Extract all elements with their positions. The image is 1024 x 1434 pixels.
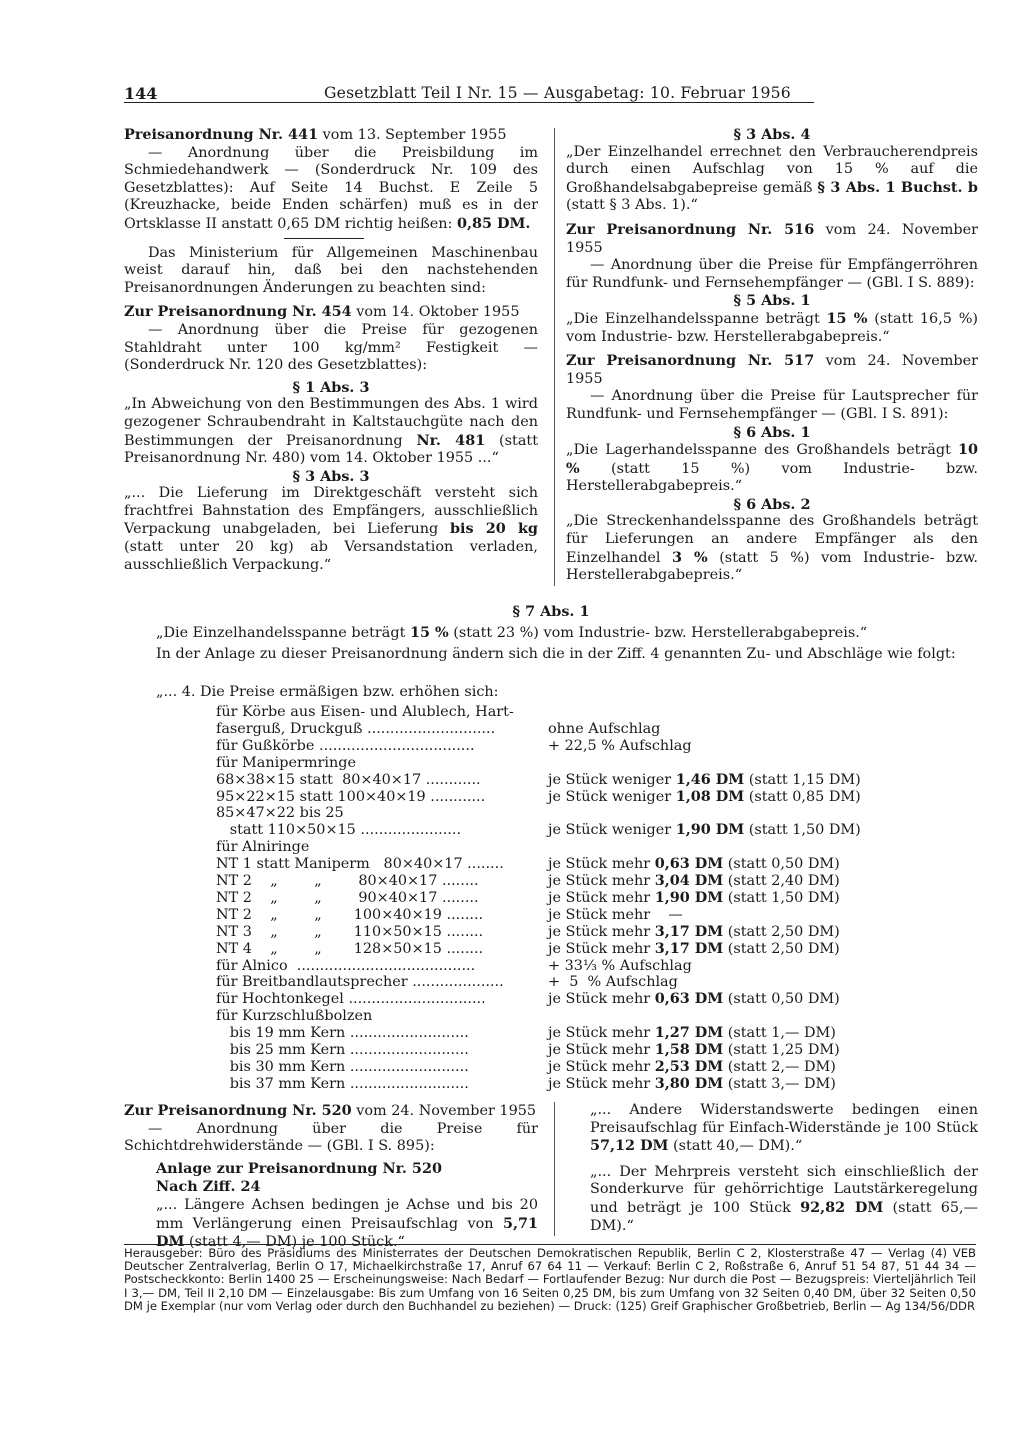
table-row-label: für Kurzschlußbolzen (216, 1008, 373, 1025)
table-row-previous: (statt 1,25 DM) (723, 1042, 840, 1058)
table-row-label: 95×22×15 statt 100×40×19 ............ (216, 788, 486, 805)
section-3-abs-4-text-b: § 3 Abs. 1 Buchst. b (817, 178, 978, 196)
left-column-top (124, 126, 538, 574)
table-row-label: bis 37 mm Kern .......................... (216, 1075, 469, 1092)
table-row-previous: (statt 0,50 DM) (723, 856, 840, 873)
section-6-abs-1-title: § 6 Abs. 1 (733, 423, 811, 441)
table-row-value-text: + 5 % Aufschlag (548, 974, 678, 991)
table-row-label: bis 30 mm Kern .......................... (216, 1058, 469, 1075)
table-row-label: für Alniringe (216, 839, 310, 856)
table-row-previous: (statt 3,— DM) (723, 1075, 836, 1092)
table-row-label: 85×47×22 bis 25 (216, 805, 344, 822)
table-row-previous: (statt 1,50 DM) (723, 889, 840, 906)
table-row-value-text: + 33⅓ % Aufschlag (548, 957, 692, 974)
table-row-value-text: je Stück weniger (548, 771, 676, 788)
ministry-note: Das Ministerium für Allgemeinen Maschinenbau weist darauf hin, daß bei den nachstehenden Preisanordnungen Änderungen zu beachten sind: (124, 244, 538, 296)
table-row-value-text: je Stück mehr (548, 923, 655, 940)
section-3-abs-4-text-a: „Der Einzelhandel errechnet den Verbraucherendpreis durch einen Aufschlag von 15 % auf die Großhandelsabgabepreise gemäß (566, 143, 978, 196)
table-row-amount: 1,90 DM (675, 821, 745, 839)
left-column-bottom (124, 1102, 538, 1252)
ordinance-517-date: vom 24. November 1955 (566, 353, 978, 387)
resistor-text-a: „... Andere Widerstandswerte bedingen einen Preisaufschlag für Einfach-Widerstände je 100 Stück (590, 1102, 978, 1136)
section-7-text-b: 15 % (409, 624, 449, 641)
table-row-label: für Hochtonkegel .............................. (216, 991, 486, 1008)
annex-text-a: „... Längere Achsen bedingen je Achse und bis 20 mm Verlängerung einen Preisaufschlag von (156, 1196, 538, 1232)
section-6-abs-1-text-b: 10 % (566, 441, 979, 477)
table-row-value-text: je Stück mehr (548, 873, 655, 889)
ordinance-441-date: vom 13. September 1955 (318, 127, 507, 143)
section-7-text-c: (statt 23 %) vom Industrie- bzw. Herstellerabgabepreis.“ (448, 625, 868, 641)
table-row-amount: 1,08 DM (675, 787, 745, 805)
section-6-abs-2-text-a: „Die Streckenhandelsspanne des Großhandels beträgt für Lieferungen an andere Empfänger als den Einzelhandel (566, 513, 978, 566)
annex-title: Anlage zur Preisanordnung Nr. 520 (156, 1159, 442, 1177)
appendix-intro: In der Anlage zu dieser Preisanordnung ändern sich die in der Ziff. 4 genannten Zu- und Abschläge wie folgt: (156, 646, 956, 662)
surcharge-text-a: „... Der Mehrpreis versteht sich einschließlich der Sonderkurve für gehörrichtige Lautstärkeregelung und beträgt je 100 Stück (590, 1163, 978, 1216)
section-1-text-a: „In Abweichung von den Bestimmungen des Abs. 1 wird gezogener Schraubendraht in Kaltstauchgüte nach den Bestimmungen der Preisanordnung (124, 396, 538, 449)
table-row-value (548, 1076, 836, 1093)
table-row-label: NT 4 „ „ 128×50×15 ........ (216, 940, 484, 957)
table-row-value (548, 822, 861, 839)
table-row-value (548, 789, 861, 806)
table-row-label: faserguß, Druckguß ............................ (216, 720, 496, 737)
table-row-value-text: je Stück mehr (548, 1075, 655, 1092)
annex-text-c: (statt 4,— DM) je 100 Stück.“ (184, 1234, 405, 1251)
table-row-value-text: + 22,5 % Aufschlag (548, 737, 692, 754)
surcharge-text-c: (statt 65,— DM).“ (590, 1199, 979, 1234)
ordinance-516-body: — Anordnung über die Preise für Empfängerröhren für Rundfunk- und Fernsehempfänger — (GBl. I S. 889): (566, 257, 978, 291)
ordinance-454-body: — Anordnung über die Preise für gezogenen Stahldraht unter 100 kg/mm² Festigkeit — (Sonderdruck Nr. 120 des Gesetzblattes): (124, 321, 538, 374)
column-divider-bottom (554, 1102, 555, 1236)
section-5-text-b: 15 % (826, 309, 868, 327)
table-row-label: bis 25 mm Kern .......................... (216, 1042, 469, 1058)
table-row-amount: 1,27 DM (654, 1024, 724, 1042)
table-row-value-text: je Stück mehr — (548, 906, 683, 923)
ordinance-520-date: vom 24. November 1955 (351, 1103, 537, 1119)
ordinance-441-body: — Anordnung über die Preisbildung im Schmiedehandwerk — (Sonderdruck Nr. 109 des Gesetzblattes): Auf Seite 14 Buchst. E Zeile 5 (Kreuzhacke, beide Enden schärfen) muß es in der Ortsklasse II anstatt 0,65 DM richtig heißen: (124, 144, 538, 232)
table-row-label: für Gußkörbe .................................. (216, 737, 475, 754)
table-row-value-text: je Stück mehr (548, 889, 655, 906)
table-row-amount: 3,17 DM (654, 939, 724, 957)
section-3-abs-3-title: § 3 Abs. 3 (292, 467, 370, 485)
table-row-previous: (statt 2,40 DM) (723, 873, 840, 889)
table-row-label: bis 19 mm Kern .......................... (216, 1025, 469, 1042)
table-row-amount: 2,53 DM (654, 1057, 724, 1075)
table-row-previous: (statt 0,85 DM) (744, 788, 861, 805)
table-row-amount: 3,80 DM (654, 1074, 724, 1092)
page-header-title: Gesetzblatt Teil I Nr. 15 — Ausgabetag: 10. Februar 1956 (324, 84, 791, 102)
resistor-text-c: (statt 40,— DM).“ (668, 1138, 803, 1155)
section-6-abs-1-text-a: „Die Lagerhandelsspanne des Großhandels beträgt (566, 442, 951, 459)
table-row-amount: 1,90 DM (654, 888, 724, 906)
section-1-abs-3-title: § 1 Abs. 3 (292, 378, 370, 396)
section-3-text-c: (statt unter 20 kg) ab Versandstation verladen, ausschließlich Verpackung.“ (124, 539, 538, 573)
table-row-amount: 3,04 DM (654, 872, 724, 889)
section-3-abs-4-text-c: (statt § 3 Abs. 1).“ (566, 197, 698, 214)
section-6-abs-2-text-b: 3 % (672, 548, 708, 566)
section-3-text-b: bis 20 kg (449, 520, 538, 538)
resistor-text-b: 57,12 DM (590, 1137, 669, 1155)
table-row-value (548, 1042, 840, 1059)
section-6-abs-1-text-c: (statt 15 %) vom Industrie- bzw. Herstellerabgabepreis.“ (566, 460, 978, 495)
table-row-amount: 1,46 DM (675, 770, 745, 788)
header-rule (124, 102, 814, 103)
surcharge-text-b: 92,82 DM (800, 1198, 884, 1216)
table-row-amount: 1,58 DM (654, 1041, 724, 1058)
table-row-label: NT 2 „ „ 80×40×17 ........ (216, 873, 479, 889)
table-row-label: 68×38×15 statt 80×40×17 ............ (216, 771, 481, 788)
table-row-label: statt 110×50×15 ...................... (216, 822, 462, 839)
table-row-label: NT 3 „ „ 110×50×15 ........ (216, 923, 484, 940)
annex-subtitle: Nach Ziff. 24 (156, 1178, 261, 1196)
table-row-label: NT 2 „ „ 100×40×19 ........ (216, 906, 484, 923)
table-row-value-text: je Stück mehr (548, 1042, 655, 1058)
ordinance-454-title: Zur Preisanordnung Nr. 454 (124, 303, 352, 321)
section-5-abs-1-title: § 5 Abs. 1 (733, 292, 811, 310)
table-row-label: für Alnico ....................................... (216, 957, 476, 974)
section-separator (284, 238, 364, 239)
publisher-footer: Herausgeber: Büro des Präsidiums des Ministerrates der Deutschen Demokratischen Republik, Berlin C 2, Klosterstraße 47 — Verlag (4) VEB Deutscher Zentralverlag, Berlin O 17, Michaelkirchstraße 17, Anruf 67 64 11 — Verkauf: Berlin C 2, Roßstraße 6, Anruf 51 54 87, 51 44 34 — Postscheckkonto: Berlin 1400 25 — Erscheinungsweise: Nach Bedarf — Fortlaufender Bezug: Nur durch die Post — Bezugspreis: Vierteljährlich Teil I 3,— DM, Teil II 2,10 DM — Einzelausgabe: Bis zum Umfang von 16 Seiten 0,25 DM, bis zum Umfang von 32 Seiten 0,40 DM, über 32 Seiten 0,50 DM je Exemplar (nur vom Verlag oder durch den Buchhandel zu beziehen) — Druck: (125) Greif Graphischer Großbetrieb, Berlin — Ag 134/56/DDR (124, 1246, 976, 1313)
table-row-previous: (statt 0,50 DM) (723, 991, 840, 1008)
table-row-value (548, 907, 683, 924)
table-row-previous: (statt 2,50 DM) (723, 940, 840, 957)
annex-text-b: 5,71 DM (156, 1214, 538, 1251)
ordinance-517-title: Zur Preisanordnung Nr. 517 (566, 352, 815, 370)
ordinance-520-title: Zur Preisanordnung Nr. 520 (124, 1102, 352, 1119)
table-row-previous: (statt 1,— DM) (723, 1025, 836, 1042)
table-row-value-text: je Stück mehr (548, 1058, 655, 1075)
table-row-label: NT 1 statt Maniperm 80×40×17 ........ (216, 856, 504, 873)
table-row-value (548, 958, 692, 975)
table-row-value (548, 1025, 836, 1042)
page-number: 144 (124, 84, 158, 103)
table-row-value (548, 924, 840, 941)
table-row-value (548, 1059, 836, 1076)
table-row-value (548, 890, 840, 907)
table-row-value-text: je Stück weniger (548, 822, 676, 839)
table-row-previous: (statt 1,50 DM) (744, 822, 861, 839)
ordinance-441-title: Preisanordnung Nr. 441 (124, 126, 319, 143)
table-row-value (548, 772, 861, 789)
section-5-text-a: „Die Einzelhandelsspanne beträgt (566, 310, 820, 327)
ordinance-520-body: — Anordnung über die Preise für Schichtdrehwiderstände — (GBl. I S. 895): (124, 1120, 538, 1155)
table-row-previous: (statt 2,— DM) (723, 1058, 836, 1075)
section-1-text-b: Nr. 481 (416, 431, 486, 449)
table-row-value (548, 856, 840, 873)
section-1-text-c: (statt Preisanordnung Nr. 480) vom 14. Oktober 1955 ...“ (124, 432, 538, 467)
table-row-value (548, 721, 660, 738)
list-head: „... 4. Die Preise ermäßigen bzw. erhöhen sich: (156, 684, 499, 700)
table-row-value (548, 991, 840, 1008)
table-row-label: für Körbe aus Eisen- und Alublech, Hart- (216, 704, 514, 720)
section-7-text-a: „Die Einzelhandelsspanne beträgt (156, 625, 406, 641)
table-row-value-text: je Stück mehr (548, 940, 655, 957)
table-row-value (548, 941, 840, 958)
table-row-value-text: je Stück mehr (548, 991, 655, 1008)
section-7-text (156, 624, 978, 643)
table-row-label: für Breitbandlautsprecher .................... (216, 974, 504, 991)
ordinance-516-date: vom 24. November 1955 (566, 221, 978, 256)
section-3-abs-4-title: § 3 Abs. 4 (733, 126, 811, 143)
right-column-bottom (566, 1102, 978, 1235)
column-divider (554, 128, 555, 586)
table-row-amount: 0,63 DM (654, 990, 724, 1008)
table-row-value-text: ohne Aufschlag (548, 720, 661, 737)
ordinance-517-body: — Anordnung über die Preise für Lautsprecher für Rundfunk- und Fernsehempfänger — (GBl. I S. 891): (566, 388, 978, 422)
table-row-previous: (statt 1,15 DM) (744, 771, 861, 788)
ordinance-516-title: Zur Preisanordnung Nr. 516 (566, 220, 815, 238)
table-row-value-text: je Stück mehr (548, 856, 655, 873)
ordinance-441-value: 0,85 DM. (456, 214, 531, 232)
section-6-abs-2-title: § 6 Abs. 2 (733, 495, 811, 513)
section-6-abs-2-text-c: (statt 5 %) vom Industrie- bzw. Herstellerabgabepreis.“ (566, 549, 978, 584)
table-row-label: für Manipermringe (216, 754, 356, 771)
table-row-previous: (statt 2,50 DM) (723, 923, 840, 940)
section-3-text-a: „... Die Lieferung im Direktgeschäft versteht sich frachtfrei Bahnstation des Empfängers, ausschließlich Verpackung unabgeladen, bei Lieferung (124, 485, 538, 538)
table-row-value (548, 974, 678, 991)
ordinance-454-date: vom 14. Oktober 1955 (351, 304, 520, 321)
table-row-value-text: je Stück weniger (548, 788, 676, 805)
section-5-text-c: (statt 16,5 %) vom Industrie- bzw. Herstellerabgabepreis.“ (566, 310, 978, 345)
table-row-amount: 3,17 DM (654, 922, 724, 940)
section-7-abs-1-title: § 7 Abs. 1 (512, 603, 590, 620)
right-column-top (566, 126, 978, 585)
table-row-value-text: je Stück mehr (548, 1025, 655, 1042)
table-row-label: NT 2 „ „ 90×40×17 ........ (216, 889, 479, 906)
table-row-amount: 0,63 DM (654, 855, 724, 873)
table-row-value (548, 738, 692, 755)
table-row-value (548, 873, 840, 890)
